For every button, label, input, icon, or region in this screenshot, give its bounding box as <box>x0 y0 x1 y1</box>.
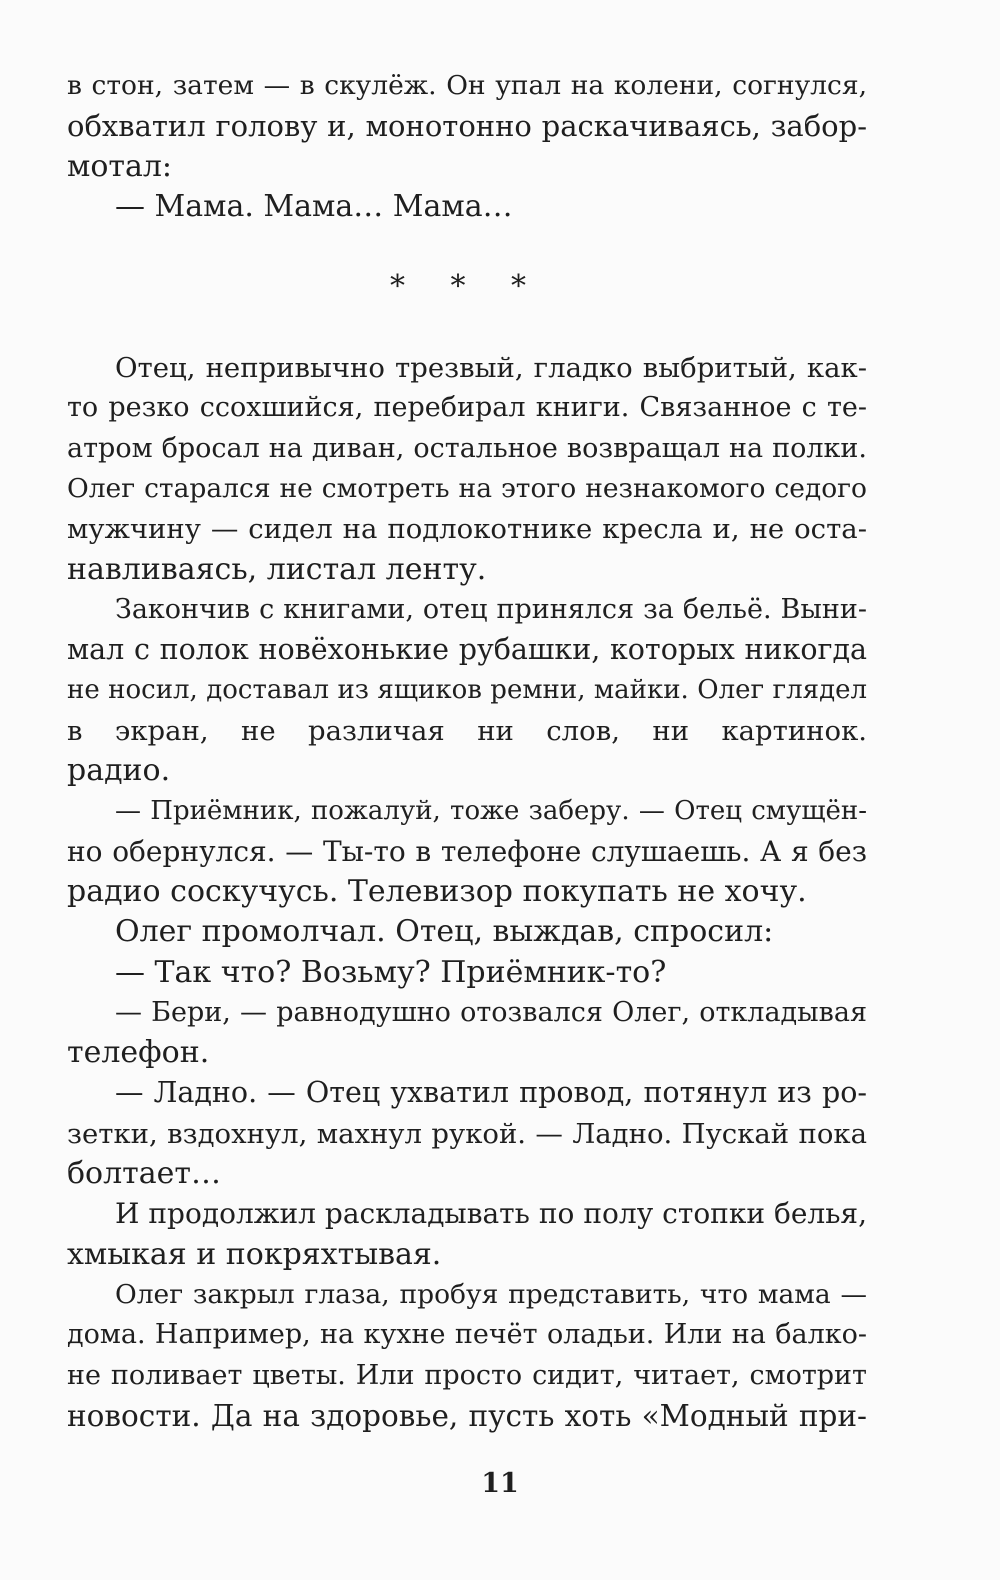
text-line: Олег закрыл глаза, пробуя представить, что мама — <box>115 1278 867 1310</box>
blank-line <box>67 227 867 267</box>
text-line: в стон, затем — в скулёж. Он упал на колени, согнулся, <box>67 70 867 101</box>
body-text <box>67 66 867 1436</box>
text-line: — Приёмник, пожалуй, тоже заберу. — Отец смущён- <box>115 796 867 827</box>
text-line: в экран, не различая ни слов, ни картинок. <box>67 714 867 747</box>
text-line: телефон. <box>67 1035 210 1071</box>
text-line: болтает… <box>67 1156 222 1192</box>
section-break: * * * <box>389 269 545 305</box>
text-line: мал с полок новёхонькие рубашки, которых никогда <box>67 633 867 667</box>
text-line: — Бери, — равнодушно отозвался Олег, откладывая <box>115 996 867 1028</box>
blank-line <box>67 308 867 348</box>
text-line: — Мама. Мама… Мама… <box>115 188 513 224</box>
text-line: дома. Например, на кухне печёт оладьи. Или на балко- <box>67 1319 867 1351</box>
text-line: но обернулся. — Ты-то в телефоне слушаешь. А я без <box>67 834 867 868</box>
text-line: мотал: <box>67 148 173 184</box>
text-line: радио. <box>67 753 171 789</box>
page-number: 11 <box>481 1468 519 1499</box>
text-line: навливаясь, листал ленту. <box>67 551 487 587</box>
text-line: хмыкая и покряхтывая. <box>67 1236 442 1272</box>
text-line: то резко ссохшийся, перебирал книги. Связанное с те- <box>67 392 867 424</box>
text-line: — Ладно. — Отец ухватил провод, потянул из ро- <box>115 1076 867 1110</box>
text-line: обхватил голову и, монотонно раскачиваясь, забор- <box>67 109 867 144</box>
text-line: радио соскучусь. Телевизор покупать не хочу. <box>67 873 807 909</box>
text-line: не носил, доставал из ящиков ремни, майки. Олег глядел <box>67 675 867 706</box>
text-line: мужчину — сидел на подлокотнике кресла и, не оста- <box>67 513 867 546</box>
text-line: зетки, вздохнул, махнул рукой. — Ладно. Пускай пока <box>67 1117 867 1150</box>
text-line: новости. Да на здоровье, пусть хоть «Модный при- <box>67 1398 867 1433</box>
text-line: Закончив с книгами, отец принялся за бельё. Выни- <box>115 593 867 625</box>
text-line: Олег промолчал. Отец, выждав, спросил: <box>115 914 774 950</box>
text-line: — Так что? Возьму? Приёмник-то? <box>115 954 667 990</box>
text-line: И продолжил раскладывать по полу стопки белья, <box>115 1197 867 1231</box>
text-line: атром бросал на диван, остальное возвращал на полки. <box>67 432 867 464</box>
text-line: не поливает цветы. Или просто сидит, читает, смотрит <box>67 1359 867 1391</box>
text-line: Отец, непривычно трезвый, гладко выбритый, как- <box>115 352 867 385</box>
text-line: Олег старался не смотреть на этого незнакомого седого <box>67 472 867 504</box>
